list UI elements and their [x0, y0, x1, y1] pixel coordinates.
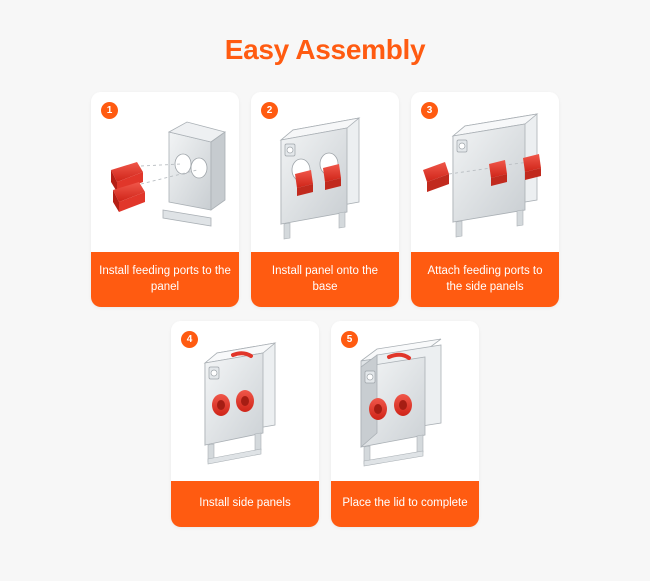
step-image-4: [171, 321, 319, 481]
step-caption-1: Install feeding ports to the panel: [91, 252, 239, 307]
step-number-badge: 1: [101, 102, 118, 119]
step-caption-2: Install panel onto the base: [251, 252, 399, 307]
step-caption-4: Install side panels: [171, 481, 319, 527]
step-card-2: [251, 92, 399, 307]
step-card-4: [171, 321, 319, 527]
step-number-badge: 5: [341, 331, 358, 348]
step-card-1: [91, 92, 239, 307]
steps-row-bottom: [0, 321, 650, 527]
step-image-1: [91, 92, 239, 252]
page-title: Easy Assembly: [224, 34, 426, 65]
step-caption-5: Place the lid to complete: [331, 481, 479, 527]
step-image-3: [411, 92, 559, 252]
step-caption-3: Attach feeding ports to the side panels: [411, 252, 559, 307]
steps-row-top: [0, 92, 650, 307]
step-number-badge: 2: [261, 102, 278, 119]
step-card-5: [331, 321, 479, 527]
step-image-5: [331, 321, 479, 481]
step-image-2: [251, 92, 399, 252]
step-number-badge: 4: [181, 331, 198, 348]
step-number-badge: 3: [421, 102, 438, 119]
step-card-3: [411, 92, 559, 307]
